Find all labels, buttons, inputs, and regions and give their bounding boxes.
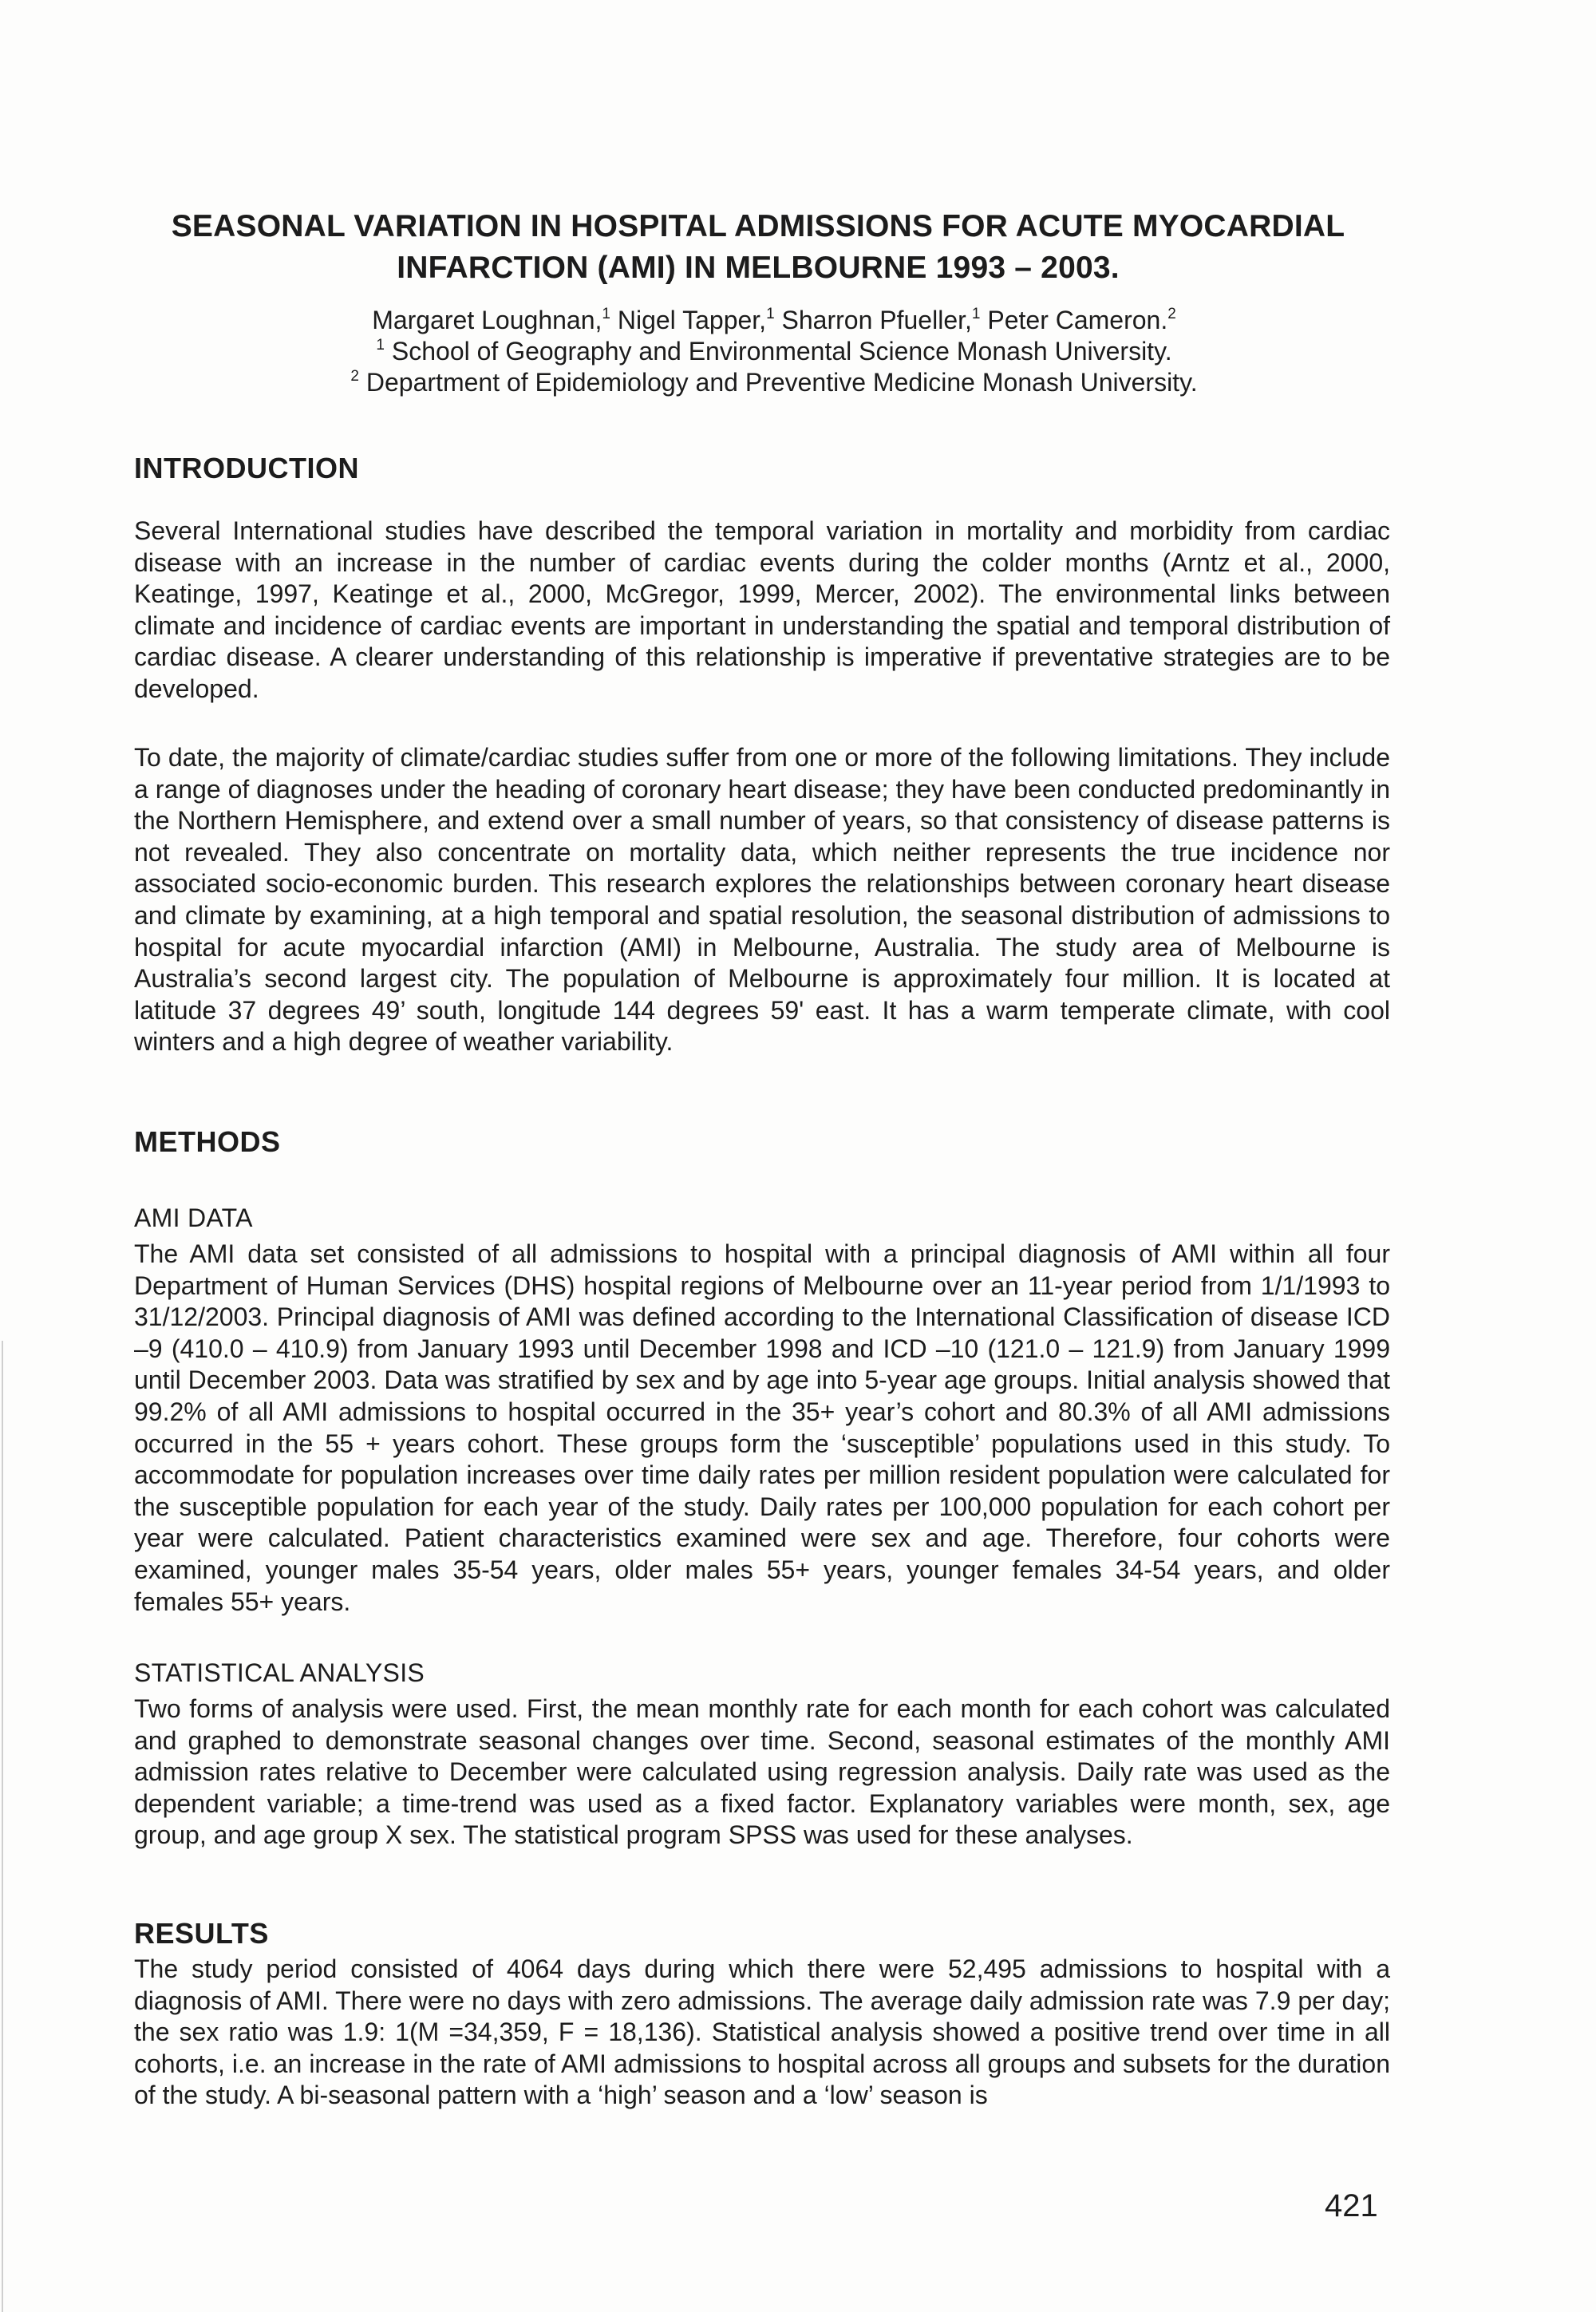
affiliation-marker: 1 bbox=[971, 306, 981, 322]
author-list bbox=[263, 305, 1285, 336]
methods-heading: METHODS bbox=[134, 1125, 281, 1158]
affiliation-marker: 1 bbox=[376, 337, 385, 354]
paragraph-text: To date, the majority of climate/cardiac studies suffer from one or more of the following limitations. They include a range of diagnoses under the heading of coronary heart disease; they have been conducted predominantly in the Northern Hemisphere, and extend over a small number of years, so that consistency of disease patterns is not revealed. They also concentrate on mortality data, which neither represents the true incidence nor associated socio-economic burden. This research explores the relationships between coronary heart disease and climate by examining, at a high temporal and spatial resolution, the seasonal distribution of admissions to hospital for acute myocardial infarction (AMI) in Melbourne, Australia. The study area of Melbourne is Australia’s second largest city. The population of Melbourne is approximately four million. It is located at latitude 37 degrees 49’ south, longitude 144 degrees 59' east. It has a warm temperate climate, with cool winters and a high degree of weather variability. bbox=[134, 743, 1390, 1057]
paragraph-text: Several International studies have described the temporal variation in mortality and morbidity from cardiac disease with an increase in the number of cardiac events during the colder months (Arntz et al., 2000, Keatinge, 1997, Keatinge et al., 2000, McGregor, 1999, Mercer, 2002). The environmental links between climate and incidence of cardiac events are important in understanding the spatial and temporal distribution of cardiac disease. A clearer understanding of this relationship is imperative if preventative strategies are to be developed. bbox=[134, 516, 1390, 703]
affiliation-marker: 2 bbox=[350, 368, 359, 385]
introduction-paragraph-2 bbox=[134, 742, 1390, 1058]
methods-paragraph-1 bbox=[134, 1239, 1390, 1618]
affiliation-text: Department of Epidemiology and Preventive Medicine Monash University. bbox=[359, 368, 1198, 397]
paragraph-text: Two forms of analysis were used. First, the mean monthly rate for each month for each cohort was calculated and graphed to demonstrate seasonal changes over time. Second, seasonal estimates of the monthly AMI admission rates relative to December were calculated using regression analysis. Daily rate was used as the dependent variable; a time-trend was used as a fixed factor. Explanatory variables were month, sex, age group, and age group X sex. The statistical program SPSS was used for these analyses. bbox=[134, 1694, 1390, 1850]
author-name: Sharron Pfueller, bbox=[774, 306, 972, 334]
results-heading: RESULTS bbox=[134, 1917, 269, 1950]
author-name: Nigel Tapper, bbox=[610, 306, 767, 334]
scan-edge-line bbox=[2, 1341, 3, 2312]
paragraph-text: The study period consisted of 4064 days during which there were 52,495 admissions to hospital with a diagnosis of AMI. There were no days with zero admissions. The average daily admission rate was 7.9 per day; the sex ratio was 1.9: 1(M =34,359, F = 18,136). Statistical analysis showed a positive trend over time in all cohorts, i.e. an increase in the rate of AMI admissions to hospital across all groups and subsets for the duration of the study. A bi-seasonal pattern with a ‘high’ season and a ‘low’ season is bbox=[134, 1954, 1390, 2110]
title-line-2: INFARCTION (AMI) IN MELBOURNE 1993 – 2003. bbox=[397, 251, 1120, 285]
affiliation-text: School of Geography and Environmental Science Monash University. bbox=[384, 337, 1172, 366]
paragraph-text: The AMI data set consisted of all admissions to hospital with a principal diagnosis of AMI within all four Department of Human Services (DHS) hospital regions of Melbourne over an 11-year period from 1/1/1993 to 31/12/2003. Principal diagnosis of AMI was defined according to the International Classification of disease ICD –9 (410.0 – 410.9) from January 1993 until December 1998 and ICD –10 (121.0 – 121.9) from January 1999 until December 2003. Data was stratified by sex and by age into 5-year age groups. Initial analysis showed that 99.2% of all AMI admissions to hospital occurred in the 35+ year’s cohort and 80.3% of all AMI admissions occurred in the 55 + years cohort. These groups form the ‘susceptible’ populations used in this study. To accommodate for population increases over time daily rates per million resident population were calculated for the susceptible population for each year of the study. Daily rates per 100,000 population for each cohort per year were calculated. Patient characteristics examined were sex and age. Therefore, four cohorts were examined, younger males 35-54 years, older males 55+ years, younger females 34-54 years, and older females 55+ years. bbox=[134, 1239, 1390, 1616]
affiliation-marker: 2 bbox=[1167, 306, 1176, 322]
title-line-1: SEASONAL VARIATION IN HOSPITAL ADMISSIONS FOR ACUTE MYOCARDIAL bbox=[171, 209, 1345, 243]
ami-data-subheading: AMI DATA bbox=[134, 1203, 253, 1232]
paper-title bbox=[120, 206, 1396, 289]
statistical-analysis-subheading: STATISTICAL ANALYSIS bbox=[134, 1658, 425, 1687]
author-name: Peter Cameron. bbox=[980, 306, 1168, 334]
introduction-paragraph-1 bbox=[134, 516, 1390, 705]
author-name: Margaret Loughnan, bbox=[372, 306, 602, 334]
affiliation-2 bbox=[263, 367, 1285, 398]
author-block bbox=[263, 305, 1285, 398]
methods-paragraph-2 bbox=[134, 1693, 1390, 1852]
affiliation-marker: 1 bbox=[602, 306, 610, 322]
introduction-heading: INTRODUCTION bbox=[134, 452, 359, 484]
affiliation-1 bbox=[263, 336, 1285, 367]
page-number: 421 bbox=[1325, 2188, 1378, 2223]
affiliation-marker: 1 bbox=[766, 306, 775, 322]
results-paragraph-1 bbox=[134, 1954, 1390, 2112]
